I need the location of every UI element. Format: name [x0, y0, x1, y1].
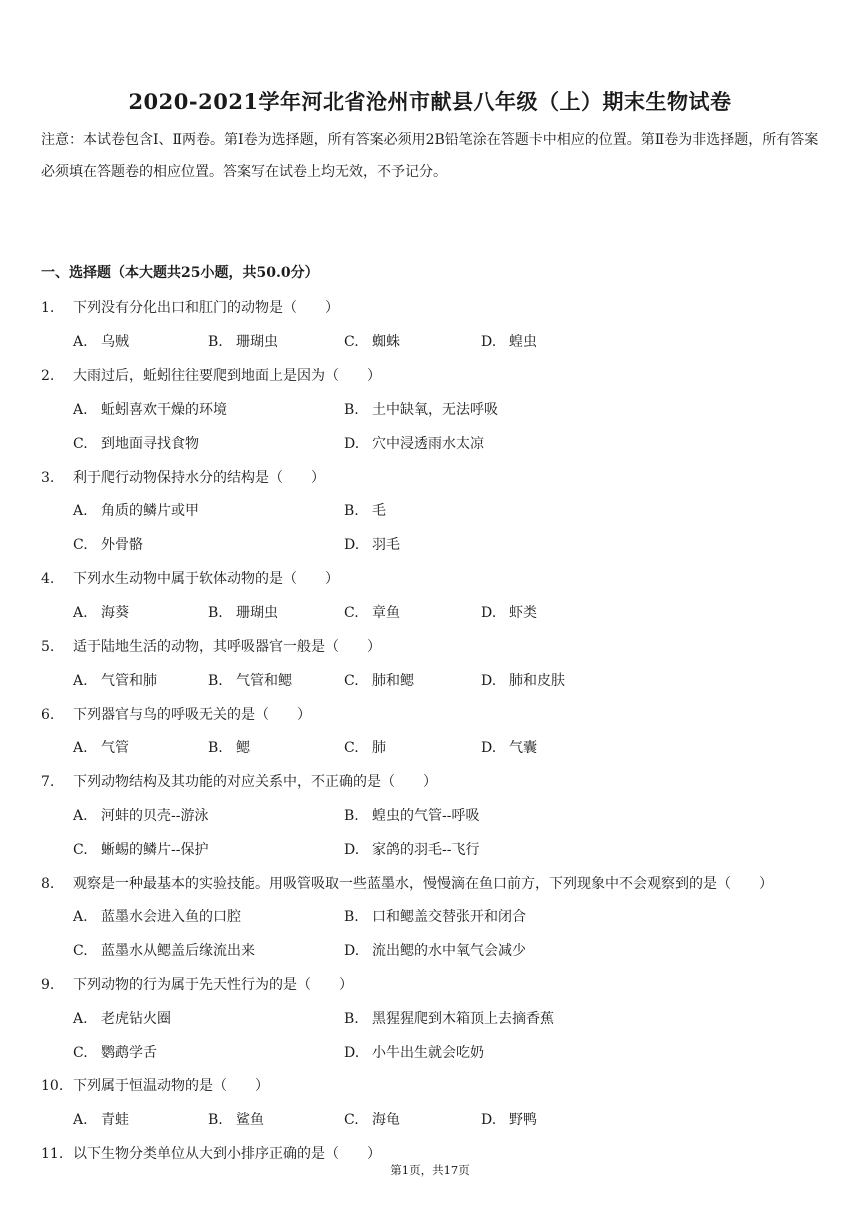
option: B. 土中缺氧，无法呼吸 [344, 402, 498, 418]
option: C. 蜘蛛 [344, 334, 400, 350]
question-stem: 4. 下列水生动物中属于软体动物的是（ ） [41, 571, 339, 587]
option: C. 外骨骼 [73, 537, 143, 553]
option: B. 蝗虫的气管--呼吸 [344, 808, 480, 824]
option: C. 肺 [344, 740, 386, 756]
option: B. 鳃 [208, 740, 250, 756]
question-stem: 2. 大雨过后，蚯蚓往往要爬到地面上是因为（ ） [41, 368, 381, 384]
option: A. 蓝墨水会进入鱼的口腔 [73, 909, 241, 925]
question-stem: 11. 以下生物分类单位从大到小排序正确的是（ ） [41, 1146, 381, 1162]
option: D. 小牛出生就会吃奶 [344, 1045, 484, 1061]
question-stem: 7. 下列动物结构及其功能的对应关系中，不正确的是（ ） [41, 774, 437, 790]
option: A. 角质的鳞片或甲 [73, 503, 199, 519]
option: B. 气管和鳃 [208, 673, 292, 689]
option: B. 黑猩猩爬到木箱顶上去摘香蕉 [344, 1011, 554, 1027]
option: C. 章鱼 [344, 605, 400, 621]
exam-title: 2020-2021学年河北省沧州市献县八年级（上）期末生物试卷 [128, 89, 732, 114]
option: C. 鹦鹉学舌 [73, 1045, 157, 1061]
option: B. 鲨鱼 [208, 1112, 264, 1128]
question-stem: 5. 适于陆地生活的动物，其呼吸器官一般是（ ） [41, 639, 381, 655]
option: A. 乌贼 [73, 334, 129, 350]
question-stem: 1. 下列没有分化出口和肛门的动物是（ ） [41, 300, 339, 316]
option: D. 蝗虫 [481, 334, 537, 350]
question-stem: 3. 利于爬行动物保持水分的结构是（ ） [41, 470, 325, 486]
option: D. 家鸽的羽毛--飞行 [344, 842, 480, 858]
option: A. 气管和肺 [73, 673, 157, 689]
option: B. 珊瑚虫 [208, 334, 278, 350]
option: D. 气囊 [481, 740, 537, 756]
option: A. 青蛙 [73, 1112, 129, 1128]
option: B. 毛 [344, 503, 386, 519]
question-stem: 10. 下列属于恒温动物的是（ ） [41, 1078, 269, 1094]
option: C. 海龟 [344, 1112, 400, 1128]
option: A. 气管 [73, 740, 129, 756]
option: B. 口和鳃盖交替张开和闭合 [344, 909, 526, 925]
section-heading: 一、选择题（本大题共25小题，共50.0分） [41, 265, 319, 281]
option: C. 蜥蜴的鳞片--保护 [73, 842, 209, 858]
option: A. 河蚌的贝壳--游泳 [73, 808, 209, 824]
option: D. 流出鳃的水中氧气会减少 [344, 943, 526, 959]
question-stem: 8. 观察是一种最基本的实验技能。用吸管吸取一些蓝墨水，慢慢滴在鱼口前方，下列现象中不会观察到的是（ ） [41, 876, 773, 892]
option: A. 蚯蚓喜欢干燥的环境 [73, 402, 227, 418]
option: C. 肺和鳃 [344, 673, 414, 689]
question-stem: 6. 下列器官与鸟的呼吸无关的是（ ） [41, 707, 311, 723]
option: D. 穴中浸透雨水太凉 [344, 436, 484, 452]
option: A. 老虎钻火圈 [73, 1011, 171, 1027]
option: B. 珊瑚虫 [208, 605, 278, 621]
page-footer: 第1页，共17页 [390, 1163, 470, 1177]
option: C. 到地面寻找食物 [73, 436, 199, 452]
option: D. 肺和皮肤 [481, 673, 565, 689]
option: D. 野鸭 [481, 1112, 537, 1128]
exam-notice: 注意：本试卷包含Ⅰ、Ⅱ两卷。第Ⅰ卷为选择题，所有答案必须用2B铅笔涂在答题卡中相应的位置。第Ⅱ卷为非选择题，所有答案必须填在答题卷的相应位置。答案写在试卷上均无效，不予记分。 [41, 132, 819, 180]
option: C. 蓝墨水从鳃盖后缘流出来 [73, 943, 255, 959]
option: A. 海葵 [73, 605, 129, 621]
option: D. 虾类 [481, 605, 537, 621]
question-stem: 9. 下列动物的行为属于先天性行为的是（ ） [41, 977, 353, 993]
option: D. 羽毛 [344, 537, 400, 553]
